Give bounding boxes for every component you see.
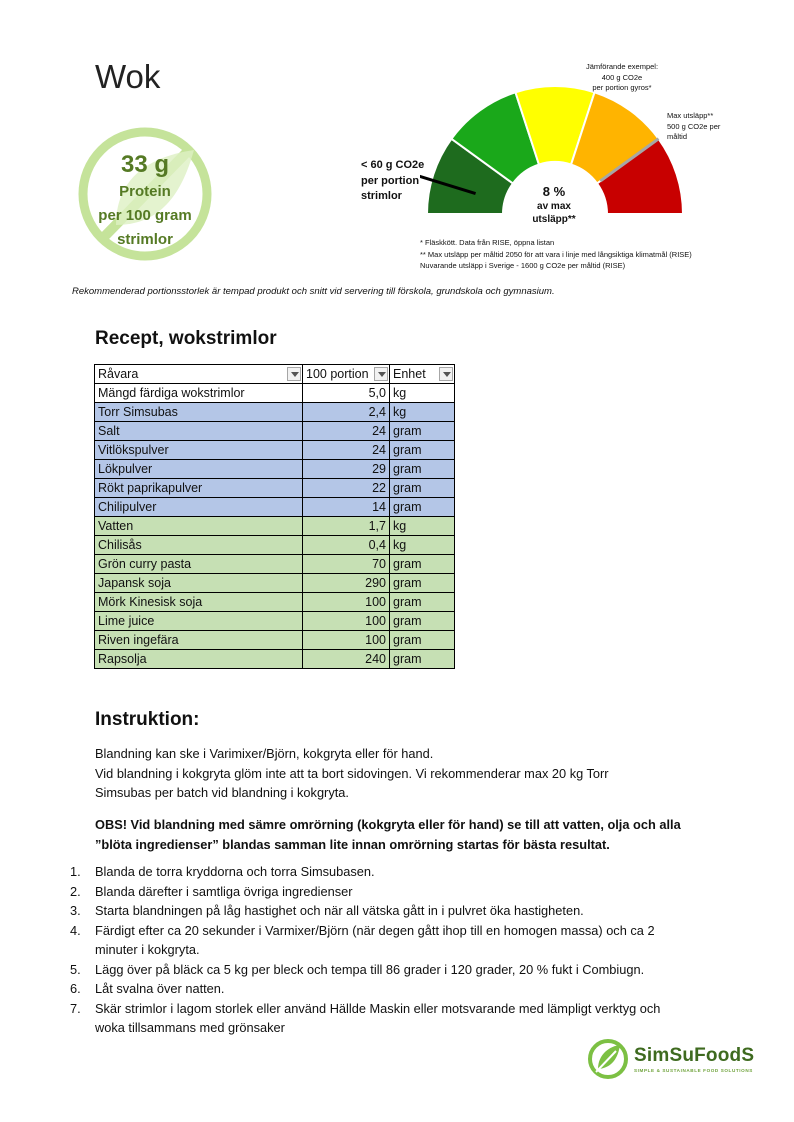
- recipe-header-row: [95, 365, 455, 384]
- filter-dropdown-icon[interactable]: [287, 367, 301, 381]
- footnote: * Fläskkött. Data från RISE, öppna listan: [420, 238, 555, 247]
- instructions-heading: Instruktion:: [95, 709, 200, 730]
- cell-name: Salt: [95, 422, 303, 441]
- gauge-center-value: [510, 183, 598, 226]
- table-row: [95, 498, 455, 517]
- cell-unit: gram: [390, 498, 455, 517]
- text-line: Simsubas per batch vid blandning i kokgryta.: [95, 785, 349, 800]
- cell-unit: gram: [390, 479, 455, 498]
- table-row: [95, 517, 455, 536]
- list-item: [70, 901, 710, 921]
- gauge-left-label: [361, 158, 441, 205]
- gauge-max-note: [667, 111, 741, 143]
- list-item: [70, 979, 710, 999]
- list-item: [70, 999, 710, 1038]
- cell-name: Grön curry pasta: [95, 555, 303, 574]
- gauge-note-line: 400 g CO2e: [601, 72, 643, 82]
- gauge-note-line: Jämförande exempel:: [585, 62, 659, 71]
- recipe-table: [94, 364, 455, 669]
- column-header-amount[interactable]: [303, 365, 390, 384]
- cell-unit: gram: [390, 460, 455, 479]
- cell-name: Rapsolja: [95, 650, 303, 669]
- text-line: OBS! Vid blandning med sämre omrörning (kokgryta eller för hand) se till att vatten, olja och alla: [95, 817, 681, 832]
- step-text: Blanda därefter i samtliga övriga ingredienser: [95, 883, 353, 899]
- text-line: ”blöta ingredienser” blandas samman lite innan omrörning startas för bästa resultat.: [95, 836, 610, 852]
- protein-badge-text: [76, 150, 214, 252]
- cell-name: Chilipulver: [95, 498, 303, 517]
- cell-amount: 0,4: [303, 536, 390, 555]
- gauge-center-sub: av max: [537, 201, 571, 212]
- cell-name: Japansk soja: [95, 574, 303, 593]
- cell-unit: gram: [390, 574, 455, 593]
- gauge-note-line: måltid: [667, 132, 688, 141]
- page-title: Wok: [95, 58, 161, 95]
- step-text: Skär strimlor i lagom storlek eller använd Hällde Maskin eller motsvarande med lämpligt verktyg och: [95, 1000, 661, 1016]
- step-text: minuter i kokgryta.: [95, 942, 200, 957]
- cell-amount: 1,7: [303, 517, 390, 536]
- cell-amount: 240: [303, 650, 390, 669]
- list-item: [70, 921, 710, 960]
- cell-amount: 5,0: [303, 384, 390, 403]
- table-row: [95, 593, 455, 612]
- protein-per: per 100 gram: [98, 207, 192, 224]
- cell-name: Mörk Kinesisk soja: [95, 593, 303, 612]
- filter-dropdown-icon[interactable]: [439, 367, 453, 381]
- logo-name: SimSuFoodS: [634, 1045, 755, 1066]
- cell-amount: 2,4: [303, 403, 390, 422]
- list-item: [70, 862, 710, 882]
- gauge-left-label-line: < 60 g CO2e: [361, 159, 425, 171]
- cell-name: Vatten: [95, 517, 303, 536]
- protein-amount: 33 g: [120, 151, 170, 178]
- instructions-warning: [95, 815, 705, 854]
- footnote: Nuvarande utsläpp i Sverige - 1600 g CO2e per måltid (RISE): [420, 261, 626, 270]
- table-row: [95, 536, 455, 555]
- column-header-unit[interactable]: [390, 365, 455, 384]
- filter-dropdown-icon[interactable]: [374, 367, 388, 381]
- gauge-footnotes: [420, 237, 692, 272]
- table-row: [95, 403, 455, 422]
- step-number: 7.: [70, 1000, 81, 1016]
- gauge-percent: 8 %: [542, 184, 566, 199]
- recipe-heading: Recept, wokstrimlor: [95, 328, 277, 349]
- cell-unit: gram: [390, 593, 455, 612]
- step-number: 4.: [70, 922, 81, 938]
- gauge-note-line: per portion gyros*: [592, 83, 652, 92]
- table-row: [95, 650, 455, 669]
- cell-name: Riven ingefära: [95, 631, 303, 650]
- table-row: [95, 555, 455, 574]
- column-header-label: 100 portion: [306, 367, 369, 381]
- cell-name: Mängd färdiga wokstrimlor: [95, 384, 303, 403]
- cell-unit: gram: [390, 555, 455, 574]
- cell-name: Rökt paprikapulver: [95, 479, 303, 498]
- cell-unit: gram: [390, 631, 455, 650]
- cell-unit: kg: [390, 536, 455, 555]
- gauge-note-line: 500 g CO2e per: [667, 121, 721, 131]
- cell-amount: 22: [303, 479, 390, 498]
- step-text: woka tillsammans med grönsaker: [95, 1020, 285, 1035]
- step-text: Blanda de torra kryddorna och torra Simsubasen.: [95, 864, 375, 879]
- table-row: [95, 460, 455, 479]
- cell-unit: kg: [390, 384, 455, 403]
- instruction-steps: [70, 862, 710, 1038]
- cell-name: Torr Simsubas: [95, 403, 303, 422]
- gauge-note-line: Max utsläpp**: [667, 111, 714, 120]
- instructions-intro: [95, 744, 695, 803]
- step-text: Starta blandningen på låg hastighet och när all vätska gått in i pulvret öka hastigheten.: [95, 903, 584, 918]
- logo-tagline: SIMPLE & SUSTAINABLE FOOD SOLUTIONS: [634, 1068, 753, 1073]
- cell-amount: 100: [303, 593, 390, 612]
- cell-unit: gram: [390, 650, 455, 669]
- gauge-left-label-line: per portion: [361, 174, 420, 187]
- table-row: [95, 631, 455, 650]
- cell-name: Chilisås: [95, 536, 303, 555]
- table-row: [95, 441, 455, 460]
- step-number: 6.: [70, 981, 81, 996]
- cell-unit: gram: [390, 422, 455, 441]
- cell-amount: 24: [303, 441, 390, 460]
- cell-unit: gram: [390, 441, 455, 460]
- list-item: [70, 882, 710, 902]
- cell-unit: kg: [390, 403, 455, 422]
- cell-amount: 24: [303, 422, 390, 441]
- list-item: [70, 960, 710, 980]
- table-row: [95, 422, 455, 441]
- table-row: [95, 384, 455, 403]
- step-text: Färdigt efter ca 20 sekunder i Varmixer/Björn (när degen gått ihop till en homogen massa) och ca 2: [95, 922, 655, 938]
- table-row: [95, 612, 455, 631]
- cell-amount: 70: [303, 555, 390, 574]
- cell-name: Vitlökspulver: [95, 441, 303, 460]
- column-header-ingredient[interactable]: [95, 365, 303, 384]
- gauge-center-sub: utsläpp**: [532, 214, 576, 225]
- step-text: Låt svalna över natten.: [95, 981, 225, 996]
- step-number: 2.: [70, 883, 81, 899]
- column-header-label: Råvara: [98, 367, 139, 381]
- cell-name: Lime juice: [95, 612, 303, 631]
- step-number: 3.: [70, 903, 81, 918]
- step-number: 5.: [70, 961, 81, 977]
- text-line: Vid blandning i kokgryta glöm inte att ta bort sidovingen. Vi rekommenderar max 20 kg Torr: [95, 765, 609, 781]
- cell-name: Lökpulver: [95, 460, 303, 479]
- cell-unit: gram: [390, 612, 455, 631]
- column-header-label: Enhet: [393, 367, 426, 381]
- cell-amount: 290: [303, 574, 390, 593]
- gauge-left-label-line: strimlor: [361, 190, 402, 202]
- cell-amount: 29: [303, 460, 390, 479]
- footnote: ** Max utsläpp per måltid 2050 för att vara i linje med långsiktiga klimatmål (RISE): [420, 249, 692, 259]
- step-number: 1.: [70, 864, 81, 879]
- portion-recommendation: Rekommenderad portionsstorlek är tempad produkt och snitt vid servering till förskola, grundskola och gymnasium.: [72, 286, 555, 297]
- step-text: Lägg över på bläck ca 5 kg per bleck och tempa till 86 grader i 120 grader, 20 % fukt i Combiugn.: [95, 961, 645, 977]
- protein-unit: strimlor: [117, 231, 173, 248]
- cell-amount: 100: [303, 612, 390, 631]
- gauge-comparison-note: [570, 62, 674, 94]
- text-line: Blandning kan ske i Varimixer/Björn, kokgryta eller för hand.: [95, 746, 434, 761]
- cell-amount: 100: [303, 631, 390, 650]
- cell-amount: 14: [303, 498, 390, 517]
- protein-label: Protein: [119, 183, 171, 200]
- table-row: [95, 574, 455, 593]
- table-row: [95, 479, 455, 498]
- cell-unit: kg: [390, 517, 455, 536]
